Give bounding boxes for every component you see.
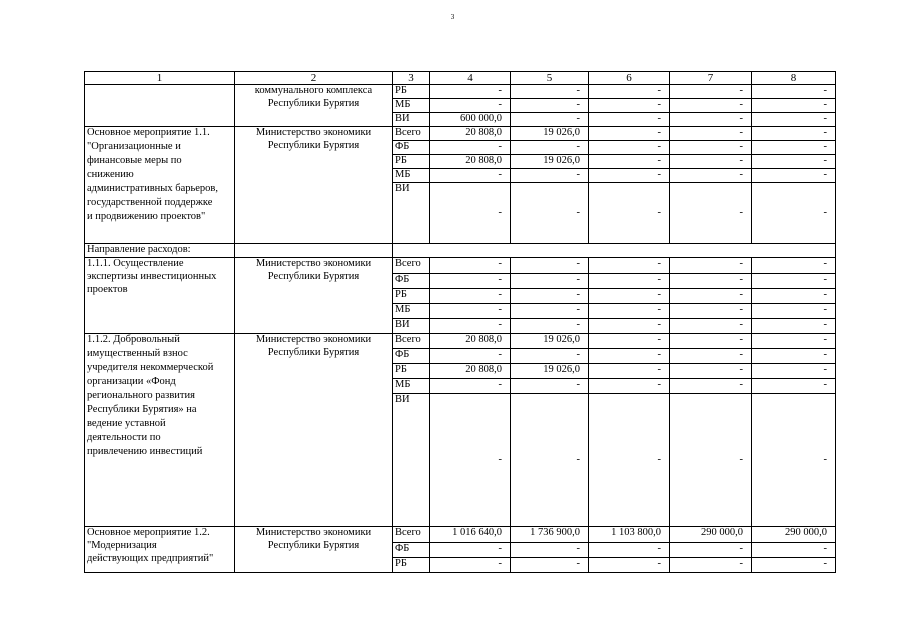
table-row bbox=[85, 334, 836, 349]
value-cell: - bbox=[589, 155, 670, 169]
table-row bbox=[85, 127, 836, 141]
empty-cell bbox=[235, 244, 393, 258]
funding-source-cell: Всего bbox=[393, 527, 430, 543]
funding-source-cell: МБ bbox=[393, 169, 430, 183]
activity-name-cell bbox=[85, 527, 235, 573]
value-cell: - bbox=[589, 258, 670, 274]
value-cell: - bbox=[430, 289, 511, 304]
value-cell: - bbox=[589, 394, 670, 527]
funding-source-cell: МБ bbox=[393, 99, 430, 113]
value-cell: - bbox=[430, 379, 511, 394]
activity-name-line: деятельности по bbox=[87, 432, 161, 443]
value-cell: - bbox=[430, 169, 511, 183]
table-row bbox=[85, 527, 836, 543]
value-cell: - bbox=[670, 169, 752, 183]
value-cell: - bbox=[670, 289, 752, 304]
funding-source-cell: ФБ bbox=[393, 543, 430, 558]
funding-source-cell: МБ bbox=[393, 304, 430, 319]
activity-name-line: финансовые меры по bbox=[87, 155, 182, 166]
value-cell: - bbox=[752, 169, 836, 183]
value-cell: - bbox=[752, 364, 836, 379]
value-cell: - bbox=[752, 99, 836, 113]
value-cell: 290 000,0 bbox=[670, 527, 752, 543]
executor-line: Республики Бурятия bbox=[267, 140, 360, 151]
section-heading: Направление расходов: bbox=[85, 244, 235, 258]
header-cell: 5 bbox=[511, 72, 589, 85]
value-cell: - bbox=[589, 304, 670, 319]
value-cell: - bbox=[752, 155, 836, 169]
value-cell: - bbox=[430, 99, 511, 113]
value-cell: - bbox=[430, 85, 511, 99]
activity-name-line: и продвижению проектов" bbox=[87, 211, 206, 222]
activity-name-line: организации «Фонд bbox=[87, 376, 176, 387]
value-cell: 1 016 640,0 bbox=[430, 527, 511, 543]
executor-cell bbox=[235, 334, 393, 527]
value-cell: 19 026,0 bbox=[511, 127, 589, 141]
funding-source-cell: РБ bbox=[393, 85, 430, 99]
table-row bbox=[85, 85, 836, 99]
executor-line: Республики Бурятия bbox=[267, 540, 360, 551]
funding-source-cell: РБ bbox=[393, 364, 430, 379]
activity-name-cell bbox=[85, 85, 235, 127]
value-cell: - bbox=[670, 349, 752, 364]
funding-source-cell: РБ bbox=[393, 289, 430, 304]
value-cell: 20 808,0 bbox=[430, 334, 511, 349]
funding-source-cell: ВИ bbox=[393, 319, 430, 334]
value-cell: - bbox=[752, 379, 836, 394]
funding-source-cell: Всего bbox=[393, 127, 430, 141]
value-cell: - bbox=[670, 258, 752, 274]
value-cell: - bbox=[752, 304, 836, 319]
activity-name-line: 1.1.2. Добровольный bbox=[87, 334, 180, 345]
activity-name-line: действующих предприятий" bbox=[87, 553, 214, 564]
value-cell: - bbox=[752, 141, 836, 155]
activity-name-line: ведение уставной bbox=[87, 418, 166, 429]
funding-source-cell: РБ bbox=[393, 155, 430, 169]
activity-name-line: Республики Бурятия» на bbox=[87, 404, 197, 415]
value-cell: - bbox=[511, 169, 589, 183]
value-cell: - bbox=[589, 319, 670, 334]
value-cell: - bbox=[589, 127, 670, 141]
value-cell: - bbox=[670, 85, 752, 99]
header-cell: 6 bbox=[589, 72, 670, 85]
value-cell: - bbox=[589, 289, 670, 304]
value-cell: - bbox=[670, 274, 752, 289]
table-row bbox=[85, 258, 836, 274]
activity-name-cell bbox=[85, 334, 235, 527]
value-cell: - bbox=[670, 364, 752, 379]
value-cell: - bbox=[670, 379, 752, 394]
header-cell: 3 bbox=[393, 72, 430, 85]
value-cell: - bbox=[670, 113, 752, 127]
value-cell: - bbox=[589, 141, 670, 155]
value-cell: - bbox=[670, 543, 752, 558]
executor-line: Министерство экономики bbox=[255, 334, 372, 345]
funding-source-cell: Всего bbox=[393, 334, 430, 349]
activity-name-line: имущественный взнос bbox=[87, 348, 188, 359]
value-cell: - bbox=[511, 85, 589, 99]
value-cell: - bbox=[430, 558, 511, 573]
value-cell: - bbox=[430, 319, 511, 334]
value-cell: - bbox=[511, 304, 589, 319]
value-cell: - bbox=[430, 394, 511, 527]
value-cell: 290 000,0 bbox=[752, 527, 836, 543]
value-cell: - bbox=[589, 113, 670, 127]
value-cell: - bbox=[511, 543, 589, 558]
value-cell: - bbox=[511, 289, 589, 304]
executor-line: Министерство экономики bbox=[255, 258, 372, 269]
budget-table bbox=[84, 71, 836, 573]
empty-cell bbox=[393, 244, 836, 258]
value-cell: 19 026,0 bbox=[511, 334, 589, 349]
value-cell: - bbox=[670, 141, 752, 155]
value-cell: - bbox=[511, 558, 589, 573]
value-cell: - bbox=[430, 349, 511, 364]
activity-name-line: проектов bbox=[87, 284, 128, 295]
value-cell: - bbox=[589, 274, 670, 289]
activity-name-line: "Модернизация bbox=[87, 540, 157, 551]
value-cell: 20 808,0 bbox=[430, 364, 511, 379]
value-cell: - bbox=[430, 543, 511, 558]
value-cell: - bbox=[589, 379, 670, 394]
value-cell: - bbox=[670, 558, 752, 573]
value-cell: - bbox=[511, 379, 589, 394]
executor-line: Министерство экономики bbox=[255, 127, 372, 138]
value-cell: - bbox=[670, 183, 752, 244]
value-cell: - bbox=[670, 127, 752, 141]
activity-name-line: административных барьеров, bbox=[87, 183, 219, 194]
value-cell: - bbox=[752, 558, 836, 573]
value-cell: - bbox=[752, 543, 836, 558]
value-cell: - bbox=[511, 394, 589, 527]
value-cell: - bbox=[752, 334, 836, 349]
value-cell: 19 026,0 bbox=[511, 364, 589, 379]
value-cell: - bbox=[430, 274, 511, 289]
value-cell: - bbox=[511, 274, 589, 289]
activity-name-line: снижению bbox=[87, 169, 134, 180]
value-cell: - bbox=[430, 141, 511, 155]
value-cell: - bbox=[589, 364, 670, 379]
funding-source-cell: ВИ bbox=[393, 113, 430, 127]
value-cell: - bbox=[589, 558, 670, 573]
value-cell: - bbox=[511, 113, 589, 127]
value-cell: - bbox=[752, 274, 836, 289]
value-cell: 1 736 900,0 bbox=[511, 527, 589, 543]
header-cell: 1 bbox=[85, 72, 235, 85]
value-cell: - bbox=[589, 543, 670, 558]
executor-cell bbox=[235, 258, 393, 334]
value-cell: - bbox=[752, 258, 836, 274]
executor-line: Министерство экономики bbox=[255, 527, 372, 538]
value-cell: - bbox=[752, 127, 836, 141]
value-cell: - bbox=[511, 349, 589, 364]
executor-cell bbox=[235, 527, 393, 573]
value-cell: - bbox=[430, 183, 511, 244]
value-cell: - bbox=[752, 85, 836, 99]
value-cell: - bbox=[670, 99, 752, 113]
funding-source-cell: ФБ bbox=[393, 349, 430, 364]
header-cell: 8 bbox=[752, 72, 836, 85]
funding-source-cell: МБ bbox=[393, 379, 430, 394]
value-cell: - bbox=[752, 394, 836, 527]
value-cell: - bbox=[511, 258, 589, 274]
activity-name-line: 1.1.1. Осуществление bbox=[87, 258, 184, 269]
executor-line: Республики Бурятия bbox=[267, 347, 360, 358]
funding-source-cell: ФБ bbox=[393, 141, 430, 155]
activity-name-line: "Организационные и bbox=[87, 141, 181, 152]
activity-name-line: привлечению инвестиций bbox=[87, 446, 203, 457]
executor-line: коммунального комплекса bbox=[254, 85, 373, 96]
value-cell: - bbox=[752, 289, 836, 304]
value-cell: - bbox=[670, 394, 752, 527]
header-row bbox=[85, 72, 836, 85]
value-cell: - bbox=[752, 349, 836, 364]
value-cell: 1 103 800,0 bbox=[589, 527, 670, 543]
value-cell: - bbox=[589, 183, 670, 244]
activity-name-cell bbox=[85, 127, 235, 244]
value-cell: - bbox=[589, 169, 670, 183]
activity-name-line: экспертизы инвестиционных bbox=[87, 271, 217, 282]
value-cell: - bbox=[752, 319, 836, 334]
value-cell: - bbox=[670, 334, 752, 349]
value-cell: - bbox=[752, 183, 836, 244]
value-cell: - bbox=[430, 304, 511, 319]
funding-source-cell: Всего bbox=[393, 258, 430, 274]
value-cell: - bbox=[670, 304, 752, 319]
value-cell: - bbox=[589, 334, 670, 349]
value-cell: 19 026,0 bbox=[511, 155, 589, 169]
value-cell: - bbox=[511, 319, 589, 334]
activity-name-cell bbox=[85, 258, 235, 334]
value-cell: - bbox=[511, 99, 589, 113]
funding-source-cell: ВИ bbox=[393, 394, 430, 527]
value-cell: 600 000,0 bbox=[430, 113, 511, 127]
page-number: 3 bbox=[450, 13, 455, 21]
header-cell: 4 bbox=[430, 72, 511, 85]
funding-source-cell: ФБ bbox=[393, 274, 430, 289]
activity-name-line: регионального развития bbox=[87, 390, 195, 401]
executor-cell bbox=[235, 127, 393, 244]
value-cell: - bbox=[511, 183, 589, 244]
executor-line: Республики Бурятия bbox=[267, 271, 360, 282]
activity-name-line: учредителя некоммерческой bbox=[87, 362, 214, 373]
activity-name-line: Основное мероприятие 1.1. bbox=[87, 127, 210, 138]
value-cell: - bbox=[589, 99, 670, 113]
header-cell: 7 bbox=[670, 72, 752, 85]
section-heading-row bbox=[85, 244, 836, 258]
value-cell: - bbox=[430, 258, 511, 274]
executor-cell bbox=[235, 85, 393, 127]
activity-name-line: государственной поддержке bbox=[87, 197, 213, 208]
value-cell: - bbox=[670, 155, 752, 169]
header-cell: 2 bbox=[235, 72, 393, 85]
funding-source-cell: РБ bbox=[393, 558, 430, 573]
funding-source-cell: ВИ bbox=[393, 183, 430, 244]
value-cell: 20 808,0 bbox=[430, 155, 511, 169]
value-cell: - bbox=[589, 85, 670, 99]
value-cell: - bbox=[670, 319, 752, 334]
executor-line: Республики Бурятия bbox=[267, 98, 360, 109]
value-cell: - bbox=[752, 113, 836, 127]
value-cell: - bbox=[511, 141, 589, 155]
value-cell: 20 808,0 bbox=[430, 127, 511, 141]
value-cell: - bbox=[589, 349, 670, 364]
activity-name-line: Основное мероприятие 1.2. bbox=[87, 527, 210, 538]
